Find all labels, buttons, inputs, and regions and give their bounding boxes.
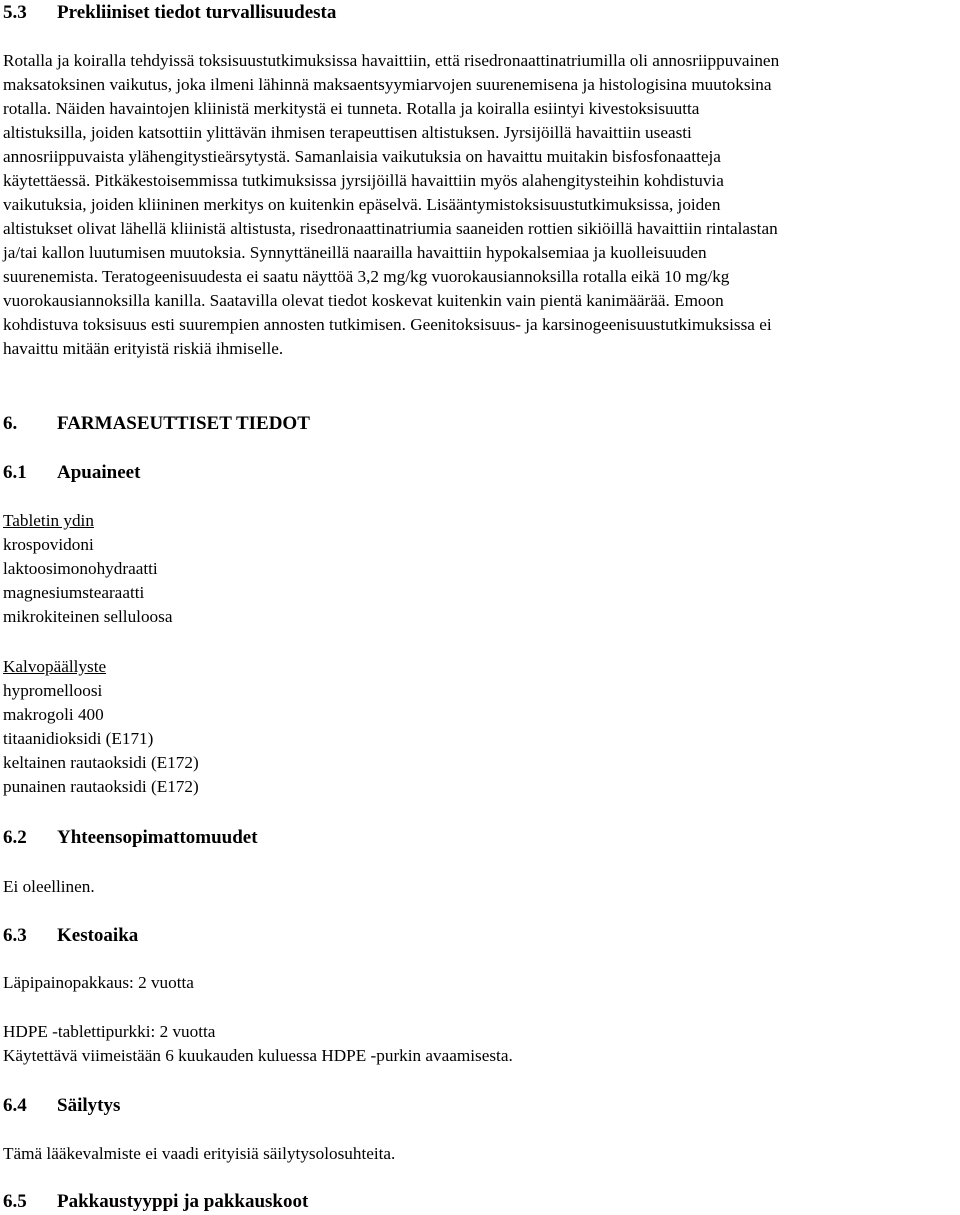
list-item: hypromelloosi — [3, 681, 103, 700]
paragraph-line: suurenemista. Teratogeenisuudesta ei saatu näyttöä 3,2 mg/kg vuorokausiannoksilla rotalla eikä 10 mg/kg — [3, 267, 730, 286]
shelf-life-hdpe-note: Käytettävä viimeistään 6 kuukauden kuluessa HDPE -purkin avaamisesta. — [3, 1046, 513, 1065]
section-number: 6.1 — [3, 462, 27, 483]
paragraph-line: vuorokausiannoksilla kanilla. Saatavilla olevat tiedot koskevat kuitenkin vain pientä kanimäärää. Emoon — [3, 291, 724, 310]
list-item: punainen rautaoksidi (E172) — [3, 777, 199, 796]
paragraph-line: altistukset olivat lähellä kliinistä altistusta, risedronaattinatriumia saaneiden rottien sikiöillä havaittiin rintalastan — [3, 219, 778, 238]
section-heading-6-3 — [3, 925, 139, 947]
section-heading-6 — [3, 413, 310, 435]
section-title: Pakkaustyyppi ja pakkauskoot — [57, 1191, 309, 1212]
paragraph-line: maksatoksinen vaikutus, joka ilmeni lähinnä maksaentsyymiarvojen suurenemisena ja histologisina muutoksina — [3, 75, 772, 94]
list-item: laktoosimonohydraatti — [3, 559, 158, 578]
section-number: 5.3 — [3, 2, 27, 23]
paragraph-line: ja/tai kallon luutumisen muutoksia. Synnyttäneillä naarailla havaittiin hypokalsemiaa ja kuolleisuuden — [3, 243, 707, 262]
section-number: 6. — [3, 413, 18, 434]
section-number: 6.3 — [3, 925, 27, 946]
section-heading-6-1 — [3, 462, 141, 484]
section-6-2-text: Ei oleellinen. — [3, 877, 95, 896]
list-item: titaanidioksidi (E171) — [3, 729, 154, 748]
list-item: mikrokiteinen selluloosa — [3, 607, 173, 626]
paragraph-line: kohdistuva toksisuus esti suurempien annosten tutkimisen. Geenitoksisuus- ja karsinogeenisuustutkimuksissa ei — [3, 315, 772, 334]
section-heading-6-4 — [3, 1095, 121, 1117]
section-number: 6.4 — [3, 1095, 27, 1116]
subheading-tablet-core: Tabletin ydin — [3, 511, 94, 530]
shelf-life-blister: Läpipainopakkaus: 2 vuotta — [3, 973, 194, 992]
section-title: Säilytys — [57, 1095, 121, 1116]
paragraph-line: annosriippuvaista ylähengitystieärsytystä. Samanlaisia vaikutuksia on havaittu muitakin bisfosfonaatteja — [3, 147, 721, 166]
section-title: FARMASEUTTISET TIEDOT — [57, 413, 310, 434]
section-title: Kestoaika — [57, 925, 139, 946]
paragraph-line: vaikutuksia, joiden kliininen merkitys on kuitenkin epäselvä. Lisääntymistoksisuustutkimuksissa, joiden — [3, 195, 721, 214]
list-item: makrogoli 400 — [3, 705, 104, 724]
paragraph-line: Rotalla ja koiralla tehdyissä toksisuustutkimuksissa havaittiin, että risedronaattinatriumilla oli annosriippuvainen — [3, 51, 780, 70]
section-number: 6.2 — [3, 827, 27, 848]
subheading-film-coating: Kalvopäällyste — [3, 657, 107, 676]
section-title: Apuaineet — [57, 462, 141, 483]
list-item: krospovidoni — [3, 535, 94, 554]
paragraph-line: käytettäessä. Pitkäkestoisemmissa tutkimuksissa jyrsijöillä havaittiin myös alahengitysteihin kohdistuvia — [3, 171, 724, 190]
section-title: Prekliiniset tiedot turvallisuudesta — [57, 2, 337, 23]
paragraph-line: altistuksilla, joiden katsottiin ylittävän ihmisen terapeuttisen altistuksen. Jyrsijöillä havaittiin useasti — [3, 123, 692, 142]
section-heading-6-5 — [3, 1191, 309, 1213]
section-6-4-text: Tämä lääkevalmiste ei vaadi erityisiä säilytysolosuhteita. — [3, 1144, 396, 1163]
shelf-life-hdpe: HDPE -tablettipurkki: 2 vuotta — [3, 1022, 216, 1041]
paragraph-line: rotalla. Näiden havaintojen kliinistä merkitystä ei tunneta. Rotalla ja koiralla esiintyi kivestoksisuutta — [3, 99, 700, 118]
section-heading-5-3 — [3, 2, 337, 24]
section-heading-6-2 — [3, 827, 258, 849]
list-item: magnesiumstearaatti — [3, 583, 145, 602]
section-number: 6.5 — [3, 1191, 27, 1212]
section-title: Yhteensopimattomuudet — [57, 827, 258, 848]
paragraph-line: havaittu mitään erityistä riskiä ihmiselle. — [3, 339, 284, 358]
list-item: keltainen rautaoksidi (E172) — [3, 753, 199, 772]
